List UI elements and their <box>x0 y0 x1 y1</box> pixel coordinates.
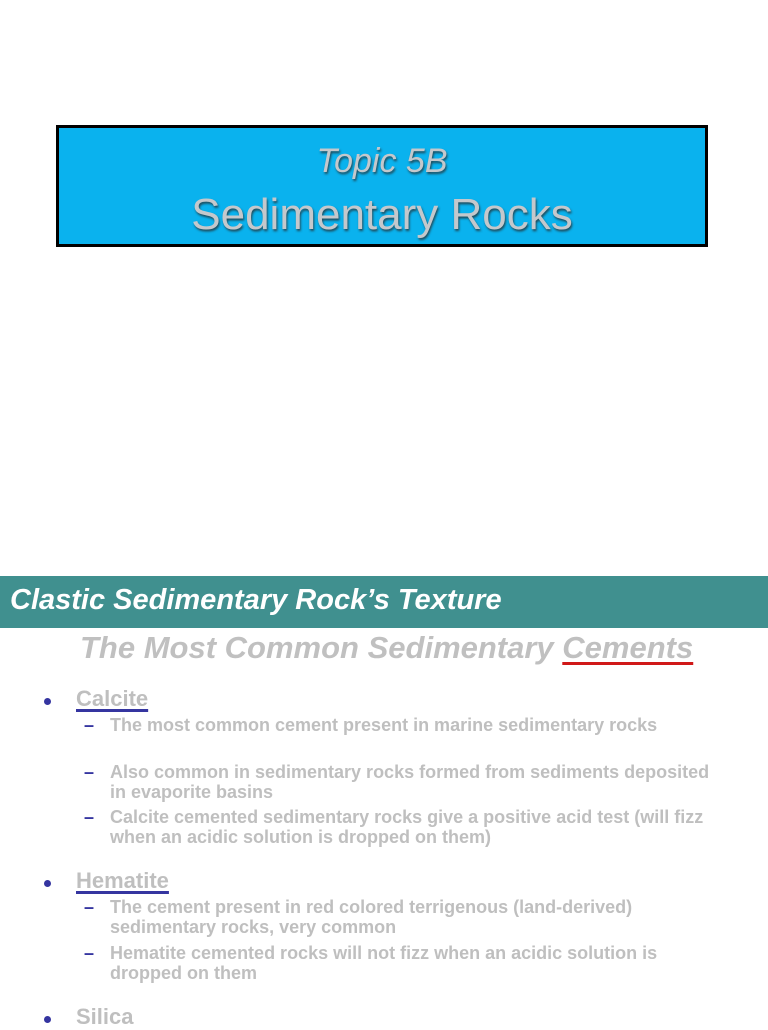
sub-bullet-text: Calcite cemented sedimentary rocks give a positive acid test (will fizz when an acidic solution is dropped on them) <box>110 807 704 847</box>
topic-label: Topic 5B <box>316 142 448 180</box>
dash-icon: – <box>84 715 95 735</box>
bullet-dot-icon <box>44 880 51 887</box>
dash-icon: – <box>84 943 95 963</box>
sub-bullet-text: The cement present in red colored terrigenous (land-derived) sedimentary rocks, very common <box>110 897 633 937</box>
bullet-heading: Silica <box>76 1004 134 1029</box>
bullet-heading: Calcite <box>76 686 149 711</box>
slide-title: Sedimentary Rocks <box>191 190 573 239</box>
dash-icon: – <box>84 762 95 782</box>
sub-bullet-text: Hematite cemented rocks will not fizz when an acidic solution is dropped on them <box>110 943 658 983</box>
subtitle-keyword: Cements <box>562 630 694 665</box>
sub-bullet <box>84 762 724 802</box>
bullet-dot-icon <box>44 698 51 705</box>
bullet-dot-icon <box>44 1016 51 1023</box>
sub-bullet <box>84 897 724 937</box>
bullet-heading: Hematite <box>76 868 169 893</box>
sub-bullet <box>84 715 724 735</box>
dash-icon: – <box>84 897 95 917</box>
title-box <box>56 125 708 247</box>
section-banner <box>0 576 768 628</box>
sub-bullet-text: Also common in sedimentary rocks formed from sediments deposited in evaporite basins <box>110 762 710 802</box>
sub-bullet-text: The most common cement present in marine sedimentary rocks <box>110 715 658 735</box>
subtitle-text: The Most Common Sedimentary <box>80 630 563 665</box>
banner-title: Clastic Sedimentary Rock’s Texture <box>10 584 502 616</box>
slide-subtitle <box>80 630 693 666</box>
sub-bullet <box>84 943 724 983</box>
sub-bullet <box>84 807 724 847</box>
dash-icon: – <box>84 807 95 827</box>
